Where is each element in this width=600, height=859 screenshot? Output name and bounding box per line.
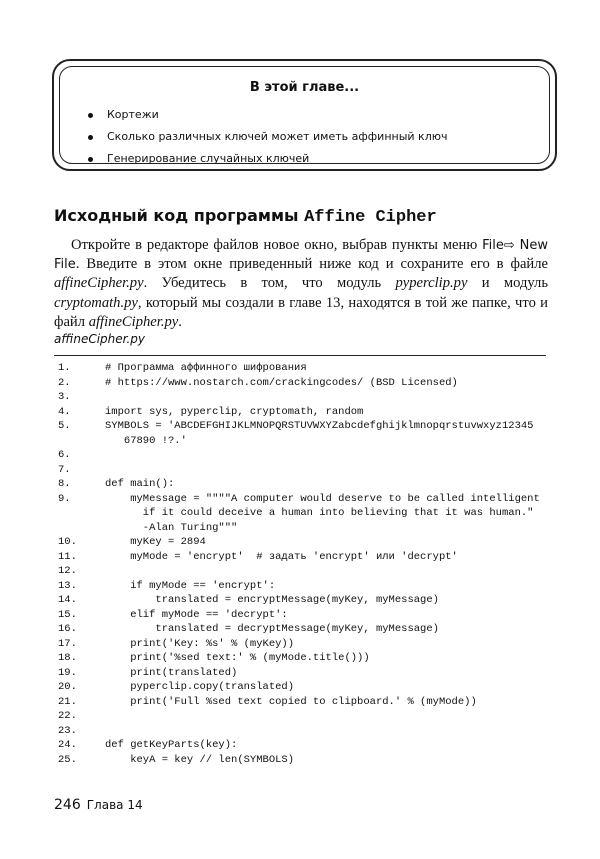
section-heading-code: Affine Cipher [304, 208, 437, 227]
code-line-number: 20. [58, 681, 77, 693]
code-line-text: elif myMode == 'decrypt': [105, 608, 288, 621]
code-line-number: 8. [58, 478, 71, 490]
chapter-summary-title: В этой главе... [249, 80, 360, 95]
code-line-text: -Alan Turing""" [105, 521, 238, 534]
code-line-text: print(translated) [105, 666, 238, 679]
code-line [58, 564, 540, 579]
filename-ref: affineCipher.py [54, 275, 144, 292]
code-line-text: pyperclip.copy(translated) [105, 681, 295, 693]
code-line-number: 3. [58, 391, 71, 403]
code-divider [54, 355, 546, 356]
code-line-number [58, 506, 105, 521]
code-line-number: 5. [58, 420, 71, 432]
code-line [58, 419, 540, 434]
code-line-number [58, 521, 105, 536]
code-line [58, 622, 540, 637]
code-line-text: myMessage = """"A computer would deserve to be called intelligent [105, 492, 540, 505]
code-line-number: 15. [58, 608, 77, 621]
chapter-summary-box [52, 59, 557, 171]
chapter-summary-item: Генерирование случайных ключей [87, 148, 447, 170]
code-line [58, 361, 540, 376]
code-line [58, 709, 540, 724]
code-line [58, 506, 540, 521]
code-line-text: SYMBOLS = 'ABCDEFGHIJKLMNOPQRSTUVWXYZabcdefghijklmnopqrstuvwxyz12345 [105, 420, 534, 432]
menu-path-file: File⇨ [482, 238, 515, 253]
code-line [58, 521, 540, 536]
code-line [58, 448, 540, 463]
code-line [58, 738, 540, 753]
intro-paragraph [54, 236, 548, 332]
code-line-number: 22. [58, 710, 77, 722]
code-line-number: 6. [58, 449, 71, 461]
code-line-text: # https://www.nostarch.com/crackingcodes/ (BSD Licensed) [105, 376, 458, 389]
code-line-text: def getKeyParts(key): [105, 739, 238, 751]
paragraph-text: и модуль [467, 275, 548, 292]
code-line-number: 21. [58, 695, 77, 708]
code-line [58, 724, 540, 739]
chapter-summary-item: Сколько различных ключей может иметь аффинный ключ [87, 126, 447, 148]
section-heading-text: Исходный код программы [54, 206, 305, 225]
code-line [58, 434, 540, 449]
code-line [58, 492, 540, 507]
code-line-text: print('%sed text:' % (myMode.title())) [105, 652, 370, 664]
code-line-number: 2. [58, 376, 71, 389]
code-line-number: 18. [58, 652, 77, 664]
code-line [58, 390, 540, 405]
code-line-number: 10. [58, 536, 77, 548]
code-line-number: 13. [58, 579, 77, 592]
code-line-number: 25. [58, 753, 77, 766]
code-line-text: 67890 !?.' [105, 434, 187, 447]
code-line-text: myMode = 'encrypt' # задать 'encrypt' или 'decrypt' [105, 550, 458, 563]
code-file-label: affineCipher.py [54, 332, 146, 346]
code-line [58, 695, 540, 710]
code-line-text: import sys, pyperclip, cryptomath, random [105, 405, 364, 418]
code-line [58, 463, 540, 478]
paragraph-text: . [178, 313, 182, 330]
code-line [58, 579, 540, 594]
code-line-number: 7. [58, 463, 71, 476]
code-line-number: 1. [58, 362, 71, 374]
code-line-text: translated = encryptMessage(myKey, myMessage) [105, 594, 439, 606]
filename-ref: affineCipher.py [88, 313, 179, 330]
menu-path-new-file: New File [54, 238, 549, 273]
paragraph-text: . Введите в этом окне приведенный ниже код и сохраните его в файле [75, 256, 548, 273]
code-line [58, 376, 540, 391]
code-line-number: 14. [58, 594, 77, 606]
code-line [58, 593, 540, 608]
code-line-number: 24. [58, 739, 77, 751]
section-heading [54, 206, 437, 227]
code-line-text: if it could deceive a human into believing that it was human." [105, 507, 534, 519]
code-line-number: 12. [58, 565, 77, 577]
code-line-number: 16. [58, 623, 77, 635]
code-line [58, 680, 540, 695]
code-line-number: 23. [58, 724, 77, 737]
code-line-text: print('Full %sed text copied to clipboard.' % (myMode)) [105, 695, 477, 708]
code-line-number: 19. [58, 666, 77, 679]
chapter-summary-list [87, 104, 447, 170]
chapter-label: Глава 14 [86, 798, 143, 812]
code-line-text: print('Key: %s' % (myKey)) [105, 637, 295, 650]
code-line-text: translated = decryptMessage(myKey, myMessage) [105, 623, 439, 635]
filename-ref: cryptomath.py [54, 294, 138, 311]
code-line-number [58, 434, 105, 449]
code-line-number: 11. [58, 550, 77, 563]
code-line [58, 637, 540, 652]
paragraph-text: . Убедитесь в том, что модуль [143, 275, 396, 292]
code-listing [58, 361, 540, 767]
code-line [58, 550, 540, 565]
page-number: 246 [54, 797, 81, 813]
code-line-number: 9. [58, 492, 71, 505]
paragraph-text: , который мы создали в главе 13, находятся в той же папке, что и файл [54, 294, 548, 330]
code-line-text: myKey = 2894 [105, 536, 206, 548]
code-line-number: 17. [58, 637, 77, 650]
code-line-text: keyA = key // len(SYMBOLS) [105, 753, 295, 766]
code-line-text: def main(): [105, 478, 175, 490]
code-line-text: if myMode == 'encrypt': [105, 579, 276, 592]
code-line-number: 4. [58, 405, 71, 418]
filename-ref: pyperclip.py [395, 275, 468, 292]
code-line [58, 666, 540, 681]
code-line-text: # Программа аффинного шифрования [105, 362, 307, 374]
chapter-summary-item: Кортежи [87, 104, 447, 126]
code-line [58, 753, 540, 768]
code-line [58, 405, 540, 420]
code-line [58, 535, 540, 550]
code-line [58, 651, 540, 666]
code-line [58, 477, 540, 492]
code-line [58, 608, 540, 623]
paragraph-text: Откройте в редакторе файлов новое окно, выбрав пункты меню [71, 237, 483, 253]
page-footer [54, 797, 143, 813]
